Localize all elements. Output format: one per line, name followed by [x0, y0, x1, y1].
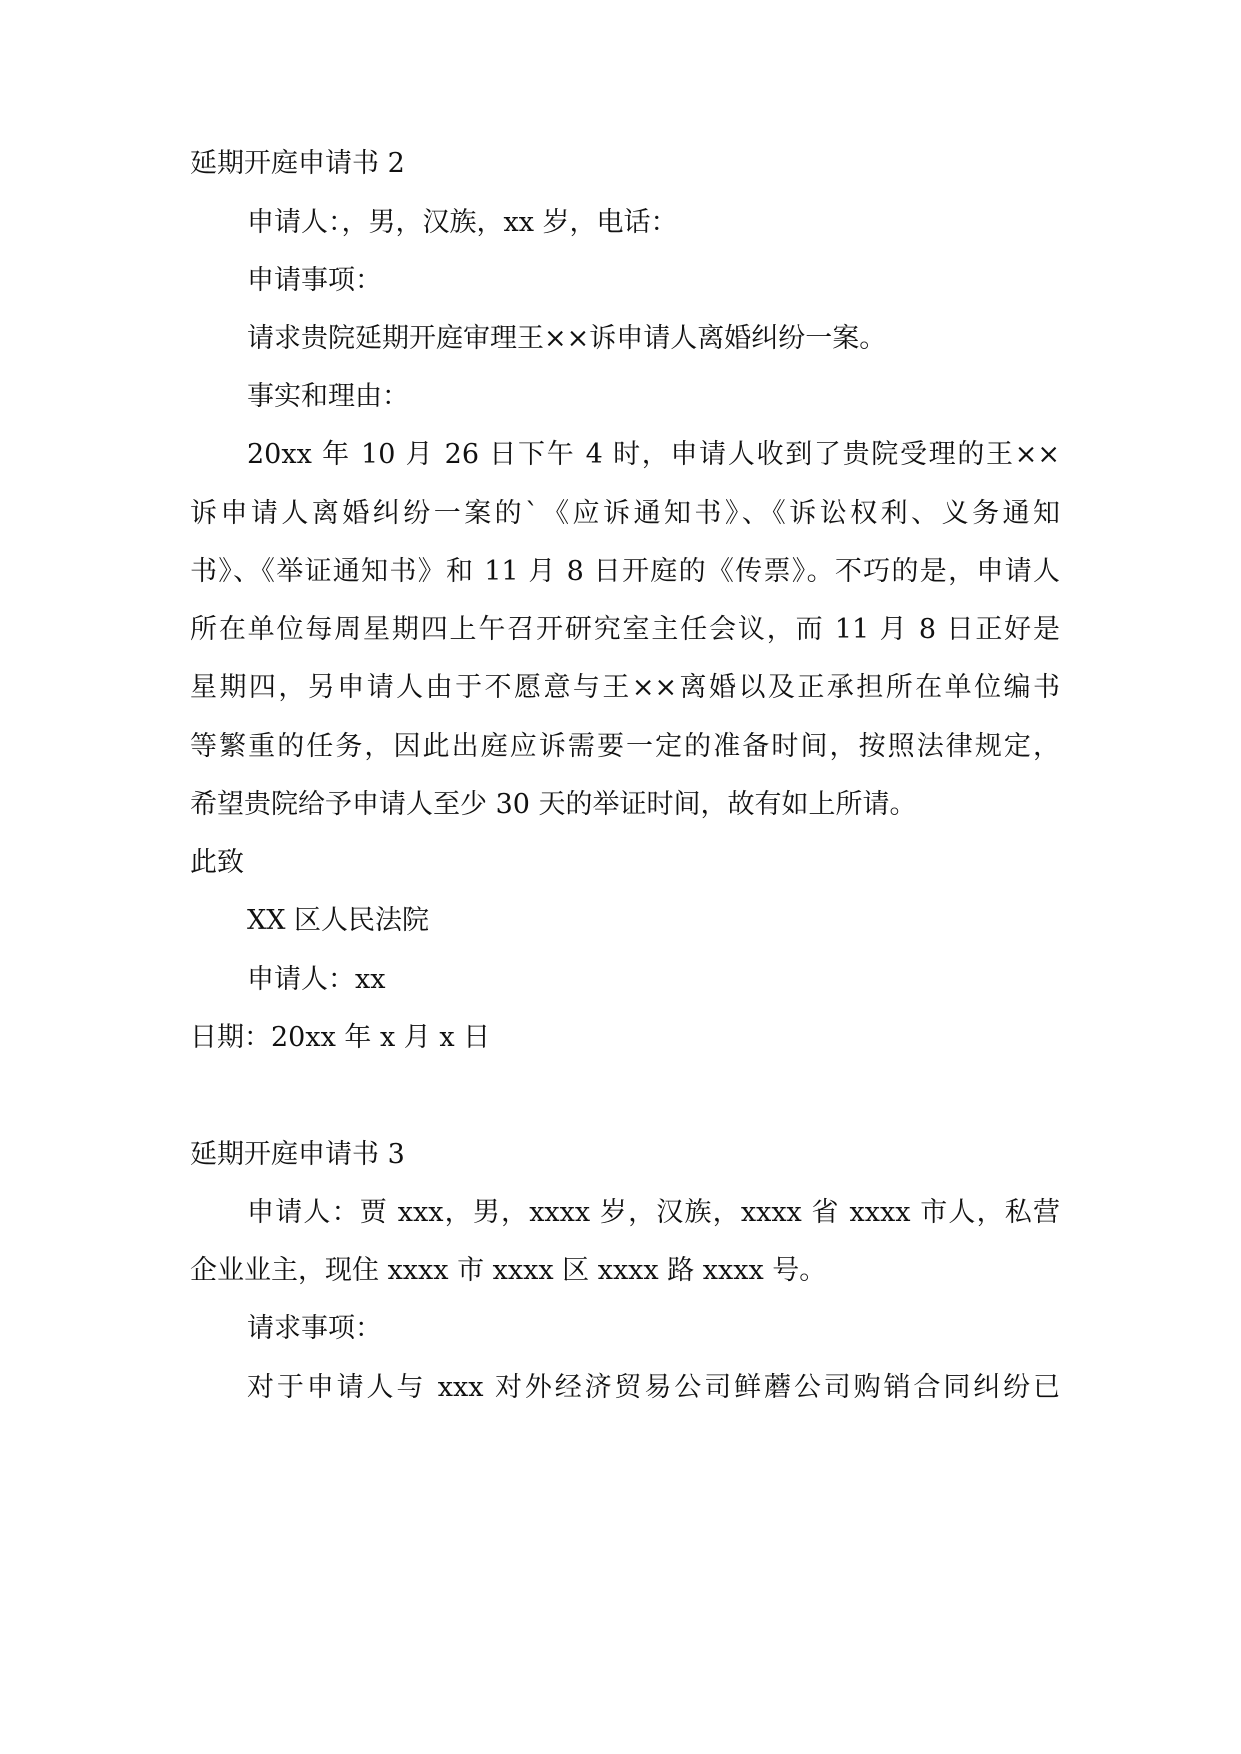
section-2-facts-line: 书》、《举证通知书》和 11 月 8 日开庭的《传票》。不巧的是，申请人 [190, 556, 1060, 587]
section-2-facts-line: 诉申请人离婚纠纷一案的`《应诉通知书》、《诉讼权利、义务通知 [190, 498, 1060, 529]
section-2-matter-text: 请求贵院延期开庭审理王××诉申请人离婚纠纷一案。 [247, 323, 887, 354]
section-2-facts-line: 20xx 年 10 月 26 日下午 4 时，申请人收到了贵院受理的王×× [247, 439, 1060, 470]
section-2-title: 延期开庭申请书 2 [190, 148, 405, 179]
section-2-court: XX 区人民法院 [247, 905, 430, 936]
section-3-request-line: 对于申请人与 xxx 对外经济贸易公司鲜蘑公司购销合同纠纷已 [247, 1372, 1060, 1403]
section-2-facts-line: 希望贵院给予申请人至少 30 天的举证时间，故有如上所请。 [190, 789, 917, 820]
section-2-facts-line: 星期四，另申请人由于不愿意与王××离婚以及正承担所在单位编书 [190, 672, 1060, 703]
section-3-request-heading: 请求事项： [247, 1313, 382, 1344]
section-2-date: 日期：20xx 年 x 月 x 日 [190, 1022, 491, 1053]
section-3-applicant-line: 企业业主，现住 xxxx 市 xxxx 区 xxxx 路 xxxx 号。 [190, 1255, 827, 1286]
section-3-applicant-line: 申请人：贾 xxx，男，xxxx 岁，汉族，xxxx 省 xxxx 市人，私营 [247, 1197, 1060, 1228]
section-2-facts-line: 所在单位每周星期四上午召开研究室主任会议，而 11 月 8 日正好是 [190, 614, 1060, 645]
section-2-matter-heading: 申请事项： [247, 265, 382, 296]
section-2-signature: 申请人：xx [247, 964, 386, 995]
section-2-closing: 此致 [190, 847, 244, 878]
section-2-facts-heading: 事实和理由： [247, 381, 409, 412]
section-2-facts-line: 等繁重的任务，因此出庭应诉需要一定的准备时间，按照法律规定， [190, 731, 1060, 762]
section-3-title: 延期开庭申请书 3 [190, 1139, 405, 1170]
section-2-applicant: 申请人：，男，汉族，xx 岁，电话： [247, 207, 678, 238]
